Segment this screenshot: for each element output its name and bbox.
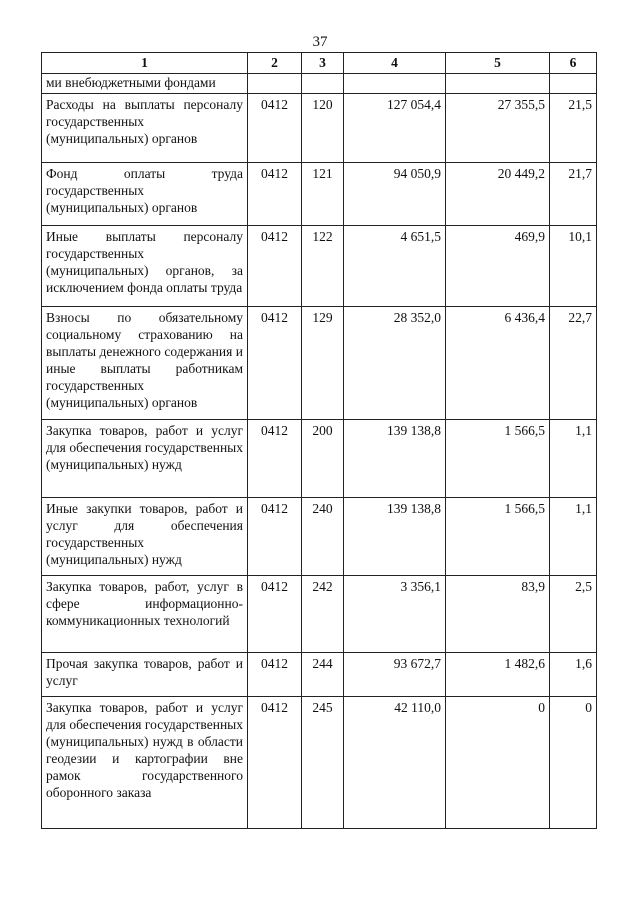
table-row	[42, 94, 597, 163]
row-name: Взносы по обязательному социальному страхованию на выплаты денежного содержания и иные выплаты работникам государственных (муниципальных) органов	[42, 307, 248, 420]
table-row	[42, 420, 597, 498]
row-percent-value: 21,5	[550, 94, 597, 163]
continuation-text: ми внебюджетными фондами	[42, 74, 248, 94]
column-header: 5	[446, 53, 550, 74]
row-percent-value: 1,1	[550, 498, 597, 576]
column-header: 2	[248, 53, 302, 74]
row-percent-value: 21,7	[550, 163, 597, 226]
row-section-code: 0412	[248, 94, 302, 163]
row-type-code: 240	[302, 498, 344, 576]
row-name: Иные закупки товаров, работ и услуг для обеспечения государственных (муниципальных) нужд	[42, 498, 248, 576]
row-section-code: 0412	[248, 307, 302, 420]
row-plan-value: 3 356,1	[344, 576, 446, 653]
table-row	[42, 226, 597, 307]
row-type-code: 120	[302, 94, 344, 163]
budget-table	[41, 52, 597, 829]
column-header: 1	[42, 53, 248, 74]
row-section-code: 0412	[248, 498, 302, 576]
row-type-code: 244	[302, 653, 344, 697]
row-type-code: 121	[302, 163, 344, 226]
column-header: 3	[302, 53, 344, 74]
row-actual-value: 1 566,5	[446, 498, 550, 576]
row-percent-value: 10,1	[550, 226, 597, 307]
row-name: Расходы на выплаты персоналу государственных (муниципальных) органов	[42, 94, 248, 163]
row-type-code: 242	[302, 576, 344, 653]
page-number: 37	[312, 34, 328, 50]
row-percent-value: 1,1	[550, 420, 597, 498]
table-row	[42, 498, 597, 576]
table-row	[42, 653, 597, 697]
row-section-code: 0412	[248, 653, 302, 697]
row-section-code: 0412	[248, 697, 302, 829]
row-name: Прочая закупка товаров, работ и услуг	[42, 653, 248, 697]
row-type-code: 129	[302, 307, 344, 420]
row-name: Закупка товаров, работ и услуг для обеспечения государственных (муниципальных) нужд	[42, 420, 248, 498]
row-section-code: 0412	[248, 226, 302, 307]
row-plan-value: 94 050,9	[344, 163, 446, 226]
row-plan-value: 93 672,7	[344, 653, 446, 697]
row-name: Иные выплаты персоналу государственных (муниципальных) органов, за исключением фонда оплаты труда	[42, 226, 248, 307]
row-plan-value: 127 054,4	[344, 94, 446, 163]
row-plan-value: 28 352,0	[344, 307, 446, 420]
row-actual-value: 27 355,5	[446, 94, 550, 163]
table-row	[42, 307, 597, 420]
row-actual-value: 1 566,5	[446, 420, 550, 498]
table-row	[42, 163, 597, 226]
table-header-row	[42, 53, 597, 74]
row-actual-value: 469,9	[446, 226, 550, 307]
row-percent-value: 1,6	[550, 653, 597, 697]
row-plan-value: 139 138,8	[344, 420, 446, 498]
row-section-code: 0412	[248, 420, 302, 498]
row-actual-value: 83,9	[446, 576, 550, 653]
row-name: Фонд оплаты труда государственных (муниципальных) органов	[42, 163, 248, 226]
row-section-code: 0412	[248, 576, 302, 653]
row-name: Закупка товаров, работ, услуг в сфере информационно-коммуникационных технологий	[42, 576, 248, 653]
column-header: 6	[550, 53, 597, 74]
row-type-code: 245	[302, 697, 344, 829]
table-row	[42, 576, 597, 653]
row-percent-value: 22,7	[550, 307, 597, 420]
row-section-code: 0412	[248, 163, 302, 226]
row-plan-value: 4 651,5	[344, 226, 446, 307]
row-plan-value: 42 110,0	[344, 697, 446, 829]
column-header: 4	[344, 53, 446, 74]
row-percent-value: 2,5	[550, 576, 597, 653]
row-percent-value: 0	[550, 697, 597, 829]
row-type-code: 122	[302, 226, 344, 307]
row-name: Закупка товаров, работ и услуг для обеспечения государственных (муниципальных) нужд в области геодезии и картографии вне рамок государственного оборонного заказа	[42, 697, 248, 829]
row-plan-value: 139 138,8	[344, 498, 446, 576]
row-actual-value: 0	[446, 697, 550, 829]
row-actual-value: 6 436,4	[446, 307, 550, 420]
continuation-row	[42, 74, 597, 94]
row-actual-value: 20 449,2	[446, 163, 550, 226]
table-row	[42, 697, 597, 829]
row-actual-value: 1 482,6	[446, 653, 550, 697]
row-type-code: 200	[302, 420, 344, 498]
